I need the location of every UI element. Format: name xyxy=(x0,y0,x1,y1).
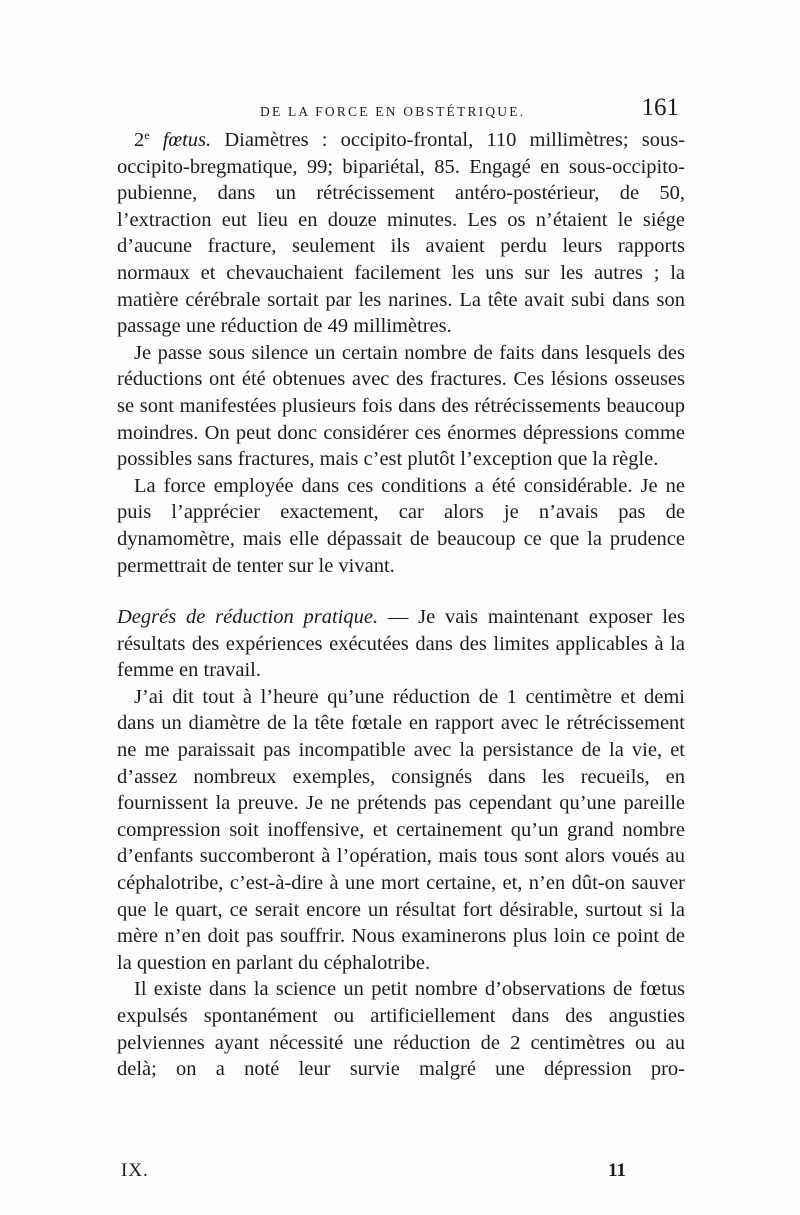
fetus-label: fœtus. xyxy=(162,129,212,151)
page-number: 161 xyxy=(641,94,679,121)
running-header xyxy=(118,92,683,126)
running-title: DE LA FORCE EN OBSTÉTRIQUE. xyxy=(260,104,526,119)
sheet-number: 11 xyxy=(608,1160,626,1181)
page-footer xyxy=(121,1160,626,1190)
section-heading: Degrés de réduction pratique. xyxy=(117,606,379,629)
signature-mark: IX. xyxy=(121,1160,149,1181)
paragraph-fractures: Je passe sous silence un certain nombre de faits dans lesquels des réductions ont été obtenues avec des fractures. Ces lésions osseuses se sont manifestées plusieurs fois dans des rétrécissements beaucoup moindres. On peut donc considérer ces énormes dépressions comme possibles sans fractures, mais c’est plutôt l’exception que la règle. xyxy=(117,341,685,471)
paragraph-section-heading xyxy=(117,604,685,684)
paragraph-observations: Il existe dans la science un petit nombre d’observations de fœtus expulsés spontanément ou artificiellement dans des angusties pelviennes ayant nécessité une réduction de 2 centimètres ou au delà; on a noté leur survie malgré une dépression pro- xyxy=(117,978,685,1081)
fetus-ordinal-sup: e xyxy=(144,128,150,142)
paragraph-fetus-case xyxy=(117,127,685,340)
fetus-case-text: Diamètres : occipito-frontal, 110 millimètres; sous-occipito-bregmatique, 99; bipariétal, 85. Engagé en sous-occipito-pubienne, dans un rétrécissement antéro-postérieur, de 50, l’extraction eut lieu en douze minutes. Les os n’étaient le siége d’aucune fracture, seulement ils avaient perdu leurs rapports normaux et chevauchaient facilement les uns sur les autres ; la matière cérébrale sortait par les narines. La tête avait subi dans son passage une réduction de 49 millimètres. xyxy=(117,129,685,338)
paragraph-force: La force employée dans ces conditions a été considérable. Je ne puis l’apprécier exactement, car alors je n’avais pas de dynamomètre, mais elle dépassait de beaucoup ce que la prudence permettrait de tenter sur le vivant. xyxy=(117,474,685,577)
section-intro-text: — Je vais maintenant exposer les résultats des expériences exécutées dans des limites applicables à la femme en travail. xyxy=(117,606,685,682)
fetus-ordinal: 2 xyxy=(134,129,145,151)
paragraph-reduction: J’ai dit tout à l’heure qu’une réduction de 1 centimètre et demi dans un diamètre de la tête fœtale en rapport avec le rétrécissement ne me paraissait pas incompatible avec la persistance de la vie, et d’assez nombreux exemples, consignés dans les recueils, en fournissent la preuve. Je ne prétends pas cependant qu’une pareille compression soit inoffensive, et certainement qu’un grand nombre d’enfants succomberont à l’opération, mais tous sont alors voués au céphalotribe, c’est-à-dire à une mort certaine, et, n’en dût-on sauver que le quart, ce serait encore un résultat fort désirable, surtout si la mère n’en doit pas souffrir. Nous examinerons plus loin ce point de la question en parlant du céphalotribe. xyxy=(117,685,685,974)
body-text xyxy=(117,127,685,1083)
